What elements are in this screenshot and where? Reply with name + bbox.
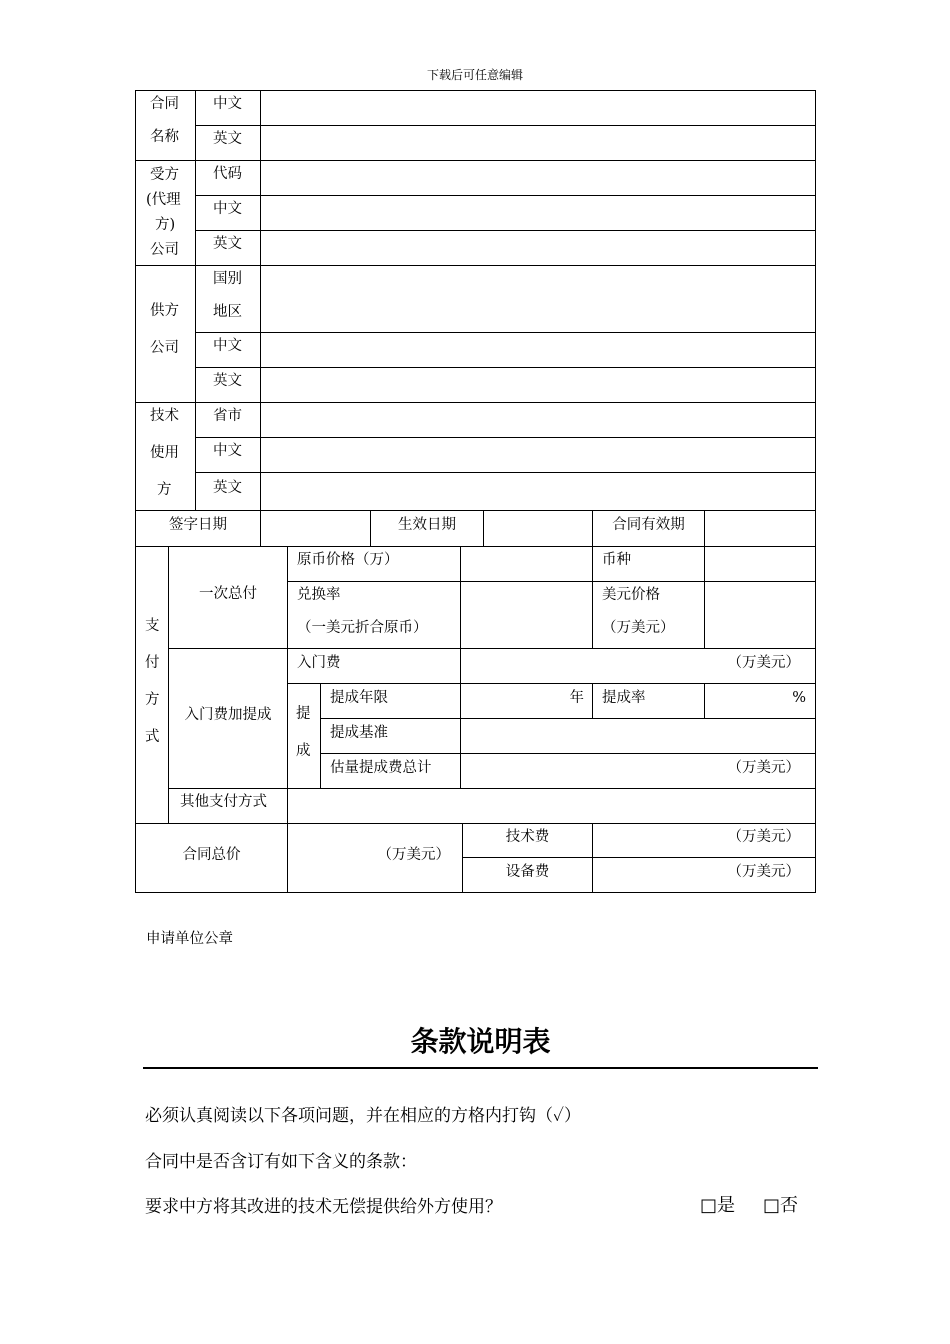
usd-price-label: 美元价格	[602, 587, 660, 603]
supplier-label-1: 供方	[150, 303, 179, 319]
currency-field[interactable]	[706, 548, 814, 580]
tech-user-label-2: 使用	[150, 445, 179, 461]
royalty-years-label: 提成年限	[330, 690, 388, 706]
usd-price-unit: （万美元）	[602, 620, 675, 636]
contract-name-english-field[interactable]	[262, 127, 814, 159]
royalty-rate-percent: %	[792, 690, 806, 706]
royalty-estimate-label: 估量提成费总计	[330, 760, 432, 776]
currency-label: 币种	[602, 552, 631, 568]
terms-title: 条款说明表	[410, 1025, 551, 1058]
entry-fee-unit: （万美元）	[727, 655, 800, 671]
effective-date-label: 生效日期	[398, 517, 456, 533]
terms-question-1: 要求中方将其改进的技术无偿提供给外方使用？	[145, 1197, 502, 1217]
tech-user-label-1: 技术	[150, 408, 179, 424]
contract-name-chinese-label: 中文	[213, 96, 242, 112]
supplier-chinese-label: 中文	[213, 338, 242, 354]
recipient-code-label: 代码	[213, 166, 242, 182]
recipient-label-2: (代理	[146, 192, 181, 208]
tech-user-province-field[interactable]	[262, 404, 814, 436]
tech-fee-unit: （万美元）	[727, 829, 800, 845]
payment-label-3: 方	[145, 692, 160, 708]
validity-field[interactable]	[706, 512, 814, 545]
recipient-label-3: 方)	[155, 217, 176, 233]
question-1-yes-checkbox[interactable]: □是	[700, 1195, 736, 1216]
recipient-english-field[interactable]	[262, 232, 814, 264]
total-price-unit: （万美元）	[377, 847, 450, 863]
supplier-english-field[interactable]	[262, 369, 814, 401]
royalty-estimate-unit: （万美元）	[727, 760, 800, 776]
equipment-fee-unit: （万美元）	[727, 864, 800, 880]
supplier-label-2: 公司	[150, 340, 179, 356]
contract-name-label-2: 名称	[150, 129, 179, 145]
royalty-basis-label: 提成基准	[330, 725, 388, 741]
entry-plus-royalty-label: 入门费加提成	[184, 707, 272, 723]
other-payment-label: 其他支付方式	[180, 794, 267, 810]
other-payment-field[interactable]	[289, 790, 814, 822]
terms-question-intro: 合同中是否含订有如下含义的条款：	[145, 1152, 417, 1172]
recipient-chinese-label: 中文	[213, 201, 242, 217]
payment-label-1: 支	[145, 618, 160, 634]
exchange-rate-field[interactable]	[462, 583, 591, 647]
royalty-group-label-2: 成	[296, 743, 311, 759]
title-divider	[143, 1067, 818, 1069]
royalty-group-label-1: 提	[296, 706, 311, 722]
tech-user-label-3: 方	[157, 482, 172, 498]
recipient-label-1: 受方	[150, 167, 179, 183]
equipment-fee-label: 设备费	[505, 864, 550, 880]
header-note: 下载后可任意编辑	[426, 68, 523, 82]
supplier-country-field[interactable]	[262, 267, 814, 331]
exchange-rate-note: （一美元折合原币）	[297, 620, 428, 636]
royalty-basis-field[interactable]	[462, 720, 814, 752]
tech-user-chinese-label: 中文	[213, 443, 242, 459]
question-1-no-checkbox[interactable]: □否	[763, 1195, 799, 1216]
sign-date-field[interactable]	[262, 512, 369, 545]
tech-user-english-label: 英文	[213, 480, 242, 496]
exchange-rate-label: 兑换率	[297, 587, 341, 603]
tech-fee-label: 技术费	[505, 829, 550, 845]
effective-date-field[interactable]	[485, 512, 591, 545]
tech-user-english-field[interactable]	[262, 474, 814, 509]
recipient-english-label: 英文	[213, 236, 242, 252]
payment-label-2: 付	[145, 655, 160, 671]
contract-name-chinese-field[interactable]	[262, 92, 814, 124]
royalty-years-suffix: 年	[569, 690, 584, 706]
tech-user-province-label: 省市	[213, 408, 242, 424]
validity-label: 合同有效期	[612, 517, 685, 533]
supplier-english-label: 英文	[213, 373, 242, 389]
entry-fee-label: 入门费	[297, 655, 341, 671]
total-price-label: 合同总价	[182, 847, 241, 863]
supplier-country-label-2: 地区	[213, 304, 242, 320]
recipient-code-field[interactable]	[262, 162, 814, 194]
recipient-label-4: 公司	[150, 242, 179, 258]
supplier-country-label-1: 国别	[213, 271, 242, 287]
usd-price-field[interactable]	[706, 583, 814, 647]
lump-sum-label: 一次总付	[199, 586, 257, 602]
applicant-stamp-label: 申请单位公章	[146, 931, 233, 947]
payment-label-4: 式	[145, 729, 160, 745]
contract-name-english-label: 英文	[213, 131, 242, 147]
terms-instruction: 必须认真阅读以下各项问题，并在相应的方格内打钩（✓）	[145, 1106, 581, 1126]
recipient-chinese-field[interactable]	[262, 197, 814, 229]
original-price-label: 原币价格（万）	[297, 552, 399, 568]
sign-date-label: 签字日期	[169, 517, 227, 533]
contract-name-label-1: 合同	[150, 96, 179, 112]
supplier-chinese-field[interactable]	[262, 334, 814, 366]
tech-user-chinese-field[interactable]	[262, 439, 814, 471]
royalty-rate-label: 提成率	[602, 690, 646, 706]
original-price-field[interactable]	[462, 548, 591, 580]
